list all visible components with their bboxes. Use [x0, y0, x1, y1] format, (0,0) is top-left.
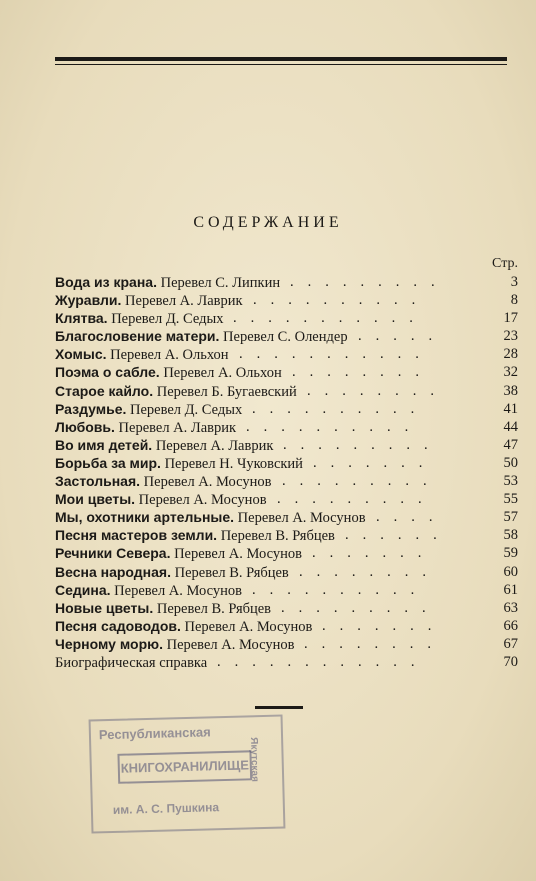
toc-entry-translator: Перевел Д. Седых — [111, 311, 224, 328]
toc-entry-page: 47 — [503, 436, 518, 453]
contents-heading: СОДЕРЖАНИЕ — [193, 214, 343, 231]
toc-entry-text — [55, 291, 243, 310]
dot-leader: ......... — [282, 473, 441, 490]
toc-entry-text — [55, 526, 335, 545]
dot-leader: ....... — [322, 617, 446, 634]
toc-entry-page: 28 — [503, 346, 518, 363]
toc-entry-text — [55, 418, 236, 437]
toc-entry-page: 70 — [503, 653, 518, 670]
toc-entry-title: Хомыс. — [55, 346, 107, 363]
toc-entry-text — [55, 617, 312, 636]
toc-entry-translator: Перевел А. Мосунов — [174, 546, 302, 563]
stamp-line-2: КНИГОХРАНИЛИЩЕ — [117, 750, 252, 783]
toc-entry-text — [55, 581, 242, 600]
top-rule-thin — [55, 64, 507, 65]
dot-leader: ....... — [312, 545, 436, 562]
toc-entry-title: Черному морю. — [55, 635, 163, 652]
toc-entry-title: Весна народная. — [55, 563, 171, 580]
toc-entry-title: Старое кайло. — [55, 382, 154, 399]
dot-leader: ........... — [239, 346, 433, 363]
toc-entry-page: 44 — [503, 418, 518, 435]
toc-entry — [55, 581, 518, 599]
toc-entry-translator: Перевел А. Лаврик — [125, 293, 243, 310]
toc-entry-title: Песня садоводов. — [55, 617, 181, 634]
toc-entry-translator: Перевел А. Мосунов — [237, 510, 366, 527]
table-of-contents — [55, 273, 518, 671]
toc-entry-translator: Перевел А. Мосунов — [143, 474, 272, 491]
toc-entry-page: 38 — [503, 382, 518, 399]
toc-entry-title: Песня мастеров земли. — [55, 527, 218, 544]
toc-entry-page: 8 — [510, 292, 518, 309]
toc-entry-text — [55, 345, 229, 364]
toc-entry-title: Во имя детей. — [55, 436, 153, 453]
toc-entry — [55, 599, 518, 617]
toc-entry-text — [55, 599, 271, 618]
toc-entry-page: 50 — [503, 454, 518, 471]
stamp-side-text: Якутская — [248, 737, 261, 782]
dot-leader: ........... — [233, 310, 427, 327]
dot-leader: ...... — [345, 527, 451, 544]
toc-entry-page: 55 — [503, 491, 518, 508]
toc-entry-text — [55, 363, 282, 382]
dot-leader: .......... — [252, 581, 429, 598]
dot-leader: ........ — [307, 382, 448, 399]
toc-entry — [55, 291, 518, 309]
toc-entry — [55, 382, 518, 400]
toc-entry-translator: Перевел В. Рябцев — [174, 564, 289, 581]
toc-entry — [55, 472, 518, 490]
toc-entry-translator: Перевел С. Олендер — [223, 329, 348, 346]
toc-entry-translator: Перевел А. Лаврик — [155, 437, 274, 454]
toc-entry-title: Застольная. — [55, 473, 141, 490]
toc-entry-text — [55, 327, 348, 346]
toc-entry-text — [55, 635, 294, 654]
top-rule-thick — [55, 57, 507, 61]
toc-entry — [55, 327, 518, 345]
toc-entry-text — [55, 309, 223, 328]
dot-leader: ........ — [299, 563, 440, 580]
toc-entry-translator: Перевел С. Липкин — [160, 275, 281, 291]
toc-entry — [55, 363, 518, 381]
toc-entry-text — [55, 653, 207, 672]
toc-entry-translator: Перевел Н. Чуковский — [164, 455, 303, 472]
toc-entry-page: 17 — [503, 310, 518, 327]
toc-entry-page: 60 — [503, 563, 518, 580]
toc-entry-title: Речники Севера. — [55, 545, 171, 562]
toc-entry-text — [55, 273, 280, 292]
toc-entry-title: Любовь. — [55, 418, 115, 435]
dot-leader: .......... — [246, 418, 423, 435]
toc-entry-translator: Перевел Б. Бугаевский — [156, 383, 297, 400]
toc-entry-page: 58 — [503, 527, 518, 544]
toc-entry-text — [55, 563, 289, 582]
dot-leader: ......... — [281, 599, 440, 616]
stamp-line-3: им. А. С. Пушкина — [112, 800, 220, 817]
dot-leader: ....... — [313, 454, 437, 471]
dot-leader: ........ — [304, 635, 445, 652]
toc-entry-page: 23 — [503, 328, 518, 345]
toc-entry — [55, 617, 518, 635]
toc-entry — [55, 273, 518, 291]
toc-entry-translator: Перевел В. Рябцев — [220, 528, 335, 545]
toc-entry-text — [55, 400, 242, 419]
toc-entry-text — [55, 454, 303, 473]
toc-entry-title: Вода из крана. — [55, 274, 157, 290]
toc-entry-title: Седина. — [55, 581, 111, 598]
toc-entry-text — [55, 490, 267, 509]
toc-entry-translator: Биографическая справка — [55, 654, 208, 671]
toc-entry-page: 59 — [503, 545, 518, 562]
toc-entry — [55, 653, 518, 671]
toc-entry — [55, 490, 518, 508]
dot-leader: ......... — [283, 436, 442, 453]
toc-entry-text — [55, 382, 297, 401]
toc-entry-page: 32 — [503, 364, 518, 381]
toc-entry-page: 57 — [503, 509, 518, 526]
toc-entry-title: Журавли. — [55, 292, 122, 309]
toc-entry — [55, 400, 518, 418]
toc-entry-translator: Перевел А. Мосунов — [114, 582, 243, 599]
toc-entry-page: 63 — [503, 599, 518, 616]
dot-leader: ........ — [292, 364, 433, 381]
toc-entry-page: 53 — [503, 473, 518, 490]
toc-entry-title: Раздумье. — [55, 400, 127, 417]
toc-entry-text — [55, 508, 366, 527]
toc-entry — [55, 544, 518, 562]
toc-entry-page: 61 — [503, 581, 518, 598]
toc-entry-translator: Перевел Д. Седых — [130, 401, 243, 418]
stamp-line-1: Республиканская — [98, 724, 211, 743]
toc-entry — [55, 418, 518, 436]
toc-entry — [55, 309, 518, 327]
toc-entry-text — [55, 472, 272, 491]
toc-entry-translator: Перевел А. Мосунов — [138, 492, 267, 509]
toc-entry-page: 66 — [503, 617, 518, 634]
toc-entry — [55, 635, 518, 653]
dot-leader: ......... — [290, 274, 449, 290]
toc-entry — [55, 508, 518, 526]
dot-leader: .......... — [252, 400, 429, 417]
toc-entry — [55, 526, 518, 544]
toc-entry — [55, 454, 518, 472]
toc-entry-title: Благословение матери. — [55, 328, 220, 345]
toc-entry-translator: Перевел А. Мосунов — [166, 636, 295, 653]
toc-entry-title: Мы, охотники артельные. — [55, 509, 235, 526]
dot-leader: ............ — [217, 653, 429, 670]
library-stamp — [89, 714, 286, 833]
dot-leader: ..... — [358, 328, 447, 345]
dot-leader: .......... — [253, 292, 430, 309]
toc-entry-title: Новые цветы. — [55, 599, 154, 616]
dot-leader: .... — [376, 509, 447, 526]
toc-entry-title: Клятва. — [55, 310, 108, 327]
page-column-label: Стр. — [492, 256, 518, 271]
toc-entry-title: Борьба за мир. — [55, 454, 161, 471]
toc-entry-title: Поэма о сабле. — [55, 364, 160, 381]
dot-leader: ......... — [277, 491, 436, 508]
toc-entry-page: 41 — [503, 400, 518, 417]
toc-entry-page: 67 — [503, 635, 518, 652]
toc-entry-translator: Перевел А. Лаврик — [118, 419, 237, 436]
toc-entry — [55, 345, 518, 363]
toc-entry-text — [55, 544, 302, 563]
toc-entry-page: 3 — [510, 274, 518, 290]
toc-entry — [55, 563, 518, 581]
toc-entry-translator: Перевел А. Мосунов — [184, 618, 313, 635]
toc-entry-translator: Перевел А. Ольхон — [163, 365, 282, 382]
toc-entry-title: Мои цветы. — [55, 491, 136, 508]
toc-entry — [55, 436, 518, 454]
bottom-rule — [255, 706, 303, 709]
toc-entry-text — [55, 436, 273, 455]
toc-entry-translator: Перевел А. Ольхон — [110, 347, 229, 364]
toc-entry-translator: Перевел В. Рябцев — [156, 600, 272, 617]
